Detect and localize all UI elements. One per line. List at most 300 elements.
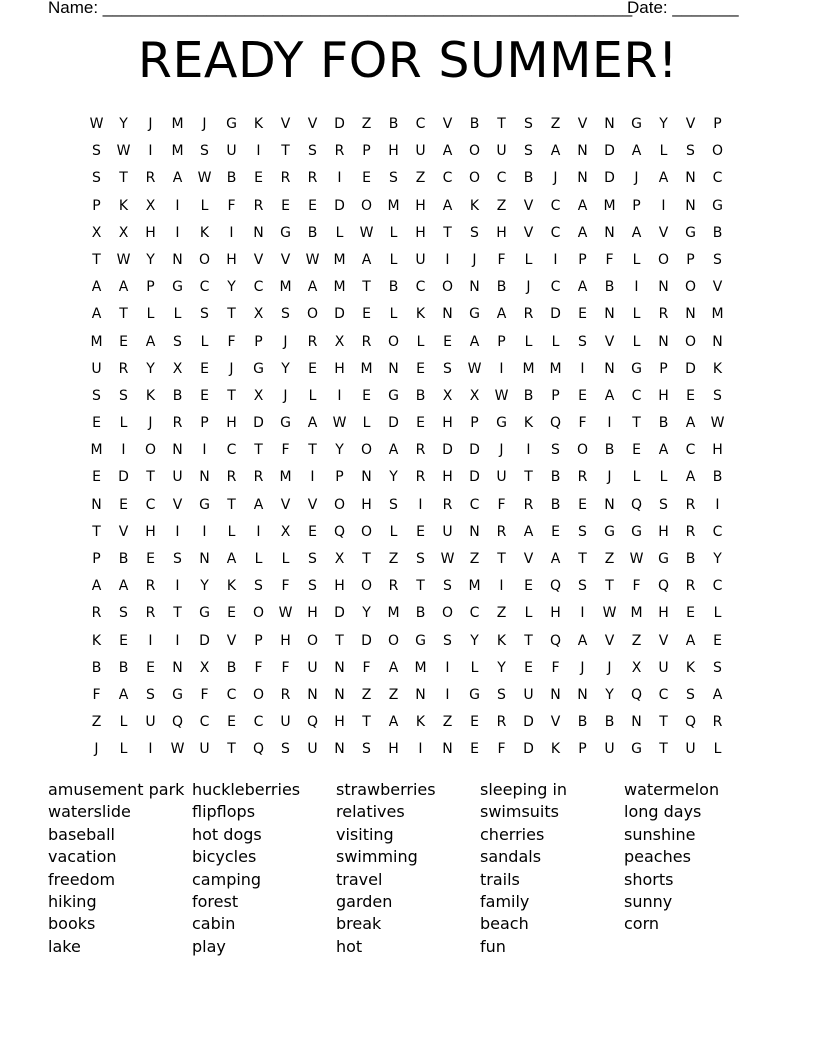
- grid-letter: R: [226, 469, 237, 486]
- grid-letter: S: [92, 170, 101, 187]
- grid-letter: U: [172, 469, 183, 486]
- grid-letter: S: [362, 741, 371, 758]
- grid-letter: I: [418, 741, 423, 758]
- grid-letter: D: [442, 442, 453, 459]
- date-field-label: Date: _______: [627, 0, 739, 17]
- word-column: [192, 780, 336, 959]
- grid-letter: I: [445, 686, 450, 703]
- grid-letter: V: [442, 116, 453, 132]
- grid-letter: S: [119, 605, 128, 622]
- word-list-item: sandals: [480, 847, 542, 867]
- grid-row: [83, 223, 731, 250]
- grid-letter: R: [685, 523, 696, 540]
- grid-letter: J: [607, 659, 612, 676]
- grid-letter: V: [604, 632, 615, 649]
- grid-letter: F: [281, 578, 290, 595]
- grid-letter: C: [550, 224, 561, 241]
- grid-letter: Q: [657, 578, 670, 595]
- grid-letter: A: [523, 523, 534, 540]
- word-list-item: cabin: [192, 914, 236, 934]
- grid-letter: Y: [389, 469, 398, 486]
- grid-letter: B: [604, 279, 615, 296]
- grid-letter: A: [253, 496, 264, 513]
- grid-letter: E: [362, 170, 371, 187]
- grid-letter: H: [442, 469, 453, 486]
- grid-row: [83, 250, 731, 277]
- grid-letter: V: [280, 496, 291, 513]
- grid-letter: R: [415, 442, 426, 459]
- grid-letter: O: [252, 605, 265, 622]
- grid-letter: J: [499, 442, 504, 459]
- word-list-item: sunshine: [624, 824, 696, 844]
- word-list-item: relatives: [336, 802, 405, 822]
- grid-letter: D: [361, 632, 372, 649]
- grid-letter: S: [524, 143, 533, 160]
- grid-letter: P: [335, 469, 344, 486]
- grid-letter: U: [523, 686, 534, 703]
- grid-letter: D: [334, 116, 345, 132]
- grid-letter: N: [631, 714, 642, 731]
- word-list-item: swimming: [336, 847, 418, 867]
- grid-letter: J: [283, 387, 288, 404]
- grid-letter: V: [280, 116, 291, 132]
- grid-letter: R: [523, 306, 534, 323]
- grid-letter: A: [307, 415, 318, 432]
- grid-letter: R: [253, 469, 264, 486]
- grid-letter: I: [175, 523, 180, 540]
- grid-letter: W: [710, 415, 725, 432]
- grid-letter: N: [253, 224, 264, 241]
- grid-letter: X: [253, 387, 264, 404]
- grid-letter: S: [578, 333, 587, 350]
- grid-letter: E: [308, 360, 317, 377]
- grid-letter: A: [685, 632, 696, 649]
- grid-letter: B: [226, 170, 237, 187]
- grid-letter: B: [415, 605, 426, 622]
- word-list-item: hot: [336, 936, 363, 956]
- grid-letter: R: [415, 469, 426, 486]
- grid-letter: O: [198, 251, 211, 268]
- word-list-item: travel: [336, 869, 383, 889]
- grid-letter: S: [281, 741, 290, 758]
- grid-letter: E: [416, 415, 425, 432]
- grid-letter: R: [307, 333, 318, 350]
- grid-letter: E: [416, 360, 425, 377]
- grid-letter: W: [602, 605, 617, 622]
- word-list-item: forest: [192, 891, 239, 911]
- grid-letter: P: [92, 551, 101, 567]
- grid-letter: S: [200, 143, 209, 160]
- grid-letter: T: [497, 551, 506, 567]
- grid-letter: T: [605, 578, 614, 595]
- grid-letter: H: [388, 143, 399, 160]
- grid-letter: S: [497, 686, 506, 703]
- grid-letter: S: [173, 551, 182, 567]
- grid-letter: A: [388, 442, 399, 459]
- grid-letter: I: [121, 442, 126, 459]
- grid-letter: I: [337, 387, 342, 404]
- grid-letter: W: [629, 551, 644, 567]
- grid-letter: S: [119, 387, 128, 404]
- grid-letter: D: [334, 605, 345, 622]
- grid-letter: B: [712, 224, 723, 241]
- grid-letter: F: [362, 659, 371, 676]
- grid-letter: L: [659, 143, 668, 160]
- grid-row: [83, 467, 731, 494]
- grid-letter: M: [603, 197, 616, 214]
- grid-letter: P: [254, 632, 263, 649]
- word-list-item: strawberries: [336, 780, 436, 799]
- grid-letter: B: [469, 116, 480, 132]
- grid-letter: N: [604, 116, 615, 132]
- grid-letter: N: [334, 686, 345, 703]
- grid-letter: C: [442, 170, 453, 187]
- grid-letter: F: [92, 686, 101, 703]
- grid-letter: Q: [171, 714, 184, 731]
- grid-row: [83, 603, 731, 630]
- grid-letter: L: [632, 306, 641, 323]
- grid-row: [83, 332, 731, 359]
- grid-letter: V: [253, 251, 264, 268]
- grid-letter: G: [496, 415, 507, 432]
- grid-letter: V: [172, 496, 183, 513]
- grid-letter: Q: [252, 741, 265, 758]
- word-list-item: visiting: [336, 824, 394, 844]
- grid-letter: B: [496, 279, 507, 296]
- grid-letter: G: [631, 360, 642, 377]
- word-column: [624, 780, 768, 959]
- grid-letter: S: [389, 170, 398, 187]
- grid-letter: B: [604, 442, 615, 459]
- grid-letter: D: [469, 442, 480, 459]
- grid-letter: T: [281, 143, 290, 160]
- grid-letter: D: [334, 197, 345, 214]
- grid-letter: T: [335, 632, 344, 649]
- grid-letter: N: [604, 360, 615, 377]
- grid-letter: H: [658, 387, 669, 404]
- word-column: [48, 780, 192, 959]
- grid-letter: T: [227, 306, 236, 323]
- grid-letter: M: [279, 469, 292, 486]
- grid-letter: S: [713, 387, 722, 404]
- grid-letter: O: [441, 279, 454, 296]
- grid-letter: L: [119, 741, 128, 758]
- grid-letter: R: [145, 578, 156, 595]
- grid-letter: V: [550, 714, 561, 731]
- grid-letter: I: [310, 469, 315, 486]
- grid-letter: K: [91, 632, 102, 649]
- grid-letter: L: [227, 523, 236, 540]
- grid-letter: T: [659, 741, 668, 758]
- grid-letter: R: [91, 605, 102, 622]
- grid-letter: L: [389, 523, 398, 540]
- grid-letter: D: [199, 632, 210, 649]
- grid-letter: U: [307, 741, 318, 758]
- grid-letter: N: [604, 306, 615, 323]
- grid-letter: I: [499, 578, 504, 595]
- grid-letter: H: [145, 224, 156, 241]
- grid-letter: S: [443, 360, 452, 377]
- grid-letter: H: [226, 251, 237, 268]
- grid-letter: S: [551, 442, 560, 459]
- grid-letter: T: [659, 714, 668, 731]
- grid-letter: M: [630, 605, 643, 622]
- grid-letter: R: [307, 170, 318, 187]
- grid-letter: A: [577, 224, 588, 241]
- grid-letter: P: [470, 415, 479, 432]
- grid-letter: U: [604, 741, 615, 758]
- grid-letter: I: [661, 197, 666, 214]
- grid-row: [83, 522, 731, 549]
- grid-letter: I: [148, 632, 153, 649]
- grid-letter: C: [253, 714, 264, 731]
- grid-row: [83, 440, 731, 467]
- grid-letter: X: [253, 306, 264, 323]
- grid-letter: G: [469, 306, 480, 323]
- word-list-item: huckleberries: [192, 780, 301, 799]
- grid-letter: I: [445, 659, 450, 676]
- grid-letter: B: [712, 469, 723, 486]
- grid-letter: I: [607, 415, 612, 432]
- grid-letter: I: [715, 496, 720, 513]
- grid-letter: B: [658, 415, 669, 432]
- grid-letter: T: [497, 116, 506, 132]
- grid-letter: O: [360, 578, 373, 595]
- grid-letter: T: [362, 714, 371, 731]
- grid-letter: G: [226, 116, 237, 132]
- grid-letter: H: [388, 741, 399, 758]
- grid-letter: U: [496, 143, 507, 160]
- page-title: READY FOR SUMMER!: [137, 32, 679, 89]
- grid-letter: X: [442, 387, 453, 404]
- word-list-item: hot dogs: [192, 824, 262, 844]
- grid-letter: B: [226, 659, 237, 676]
- grid-letter: B: [118, 551, 129, 567]
- grid-letter: D: [469, 469, 480, 486]
- grid-letter: T: [416, 578, 425, 595]
- grid-letter: I: [418, 496, 423, 513]
- word-list-item: lake: [48, 936, 81, 956]
- grid-letter: U: [199, 741, 210, 758]
- grid-letter: C: [550, 197, 561, 214]
- grid-letter: M: [360, 360, 373, 377]
- grid-letter: S: [200, 306, 209, 323]
- grid-row: [83, 277, 731, 304]
- grid-letter: I: [148, 143, 153, 160]
- grid-letter: R: [658, 306, 669, 323]
- word-list-item: waterslide: [48, 802, 131, 822]
- grid-letter: J: [526, 279, 531, 296]
- grid-letter: D: [550, 306, 561, 323]
- grid-letter: T: [92, 251, 101, 268]
- grid-letter: G: [469, 686, 480, 703]
- grid-letter: H: [442, 415, 453, 432]
- grid-letter: C: [226, 686, 237, 703]
- grid-row: [83, 386, 731, 413]
- grid-letter: I: [202, 523, 207, 540]
- grid-letter: T: [119, 170, 128, 187]
- grid-letter: L: [254, 551, 263, 567]
- grid-letter: Y: [335, 442, 344, 459]
- grid-letter: S: [713, 659, 722, 676]
- grid-letter: J: [634, 170, 639, 187]
- grid-letter: L: [119, 714, 128, 731]
- grid-letter: C: [253, 279, 264, 296]
- word-list-item: long days: [624, 802, 702, 822]
- grid-letter: L: [281, 551, 290, 567]
- grid-letter: L: [524, 251, 533, 268]
- grid-letter: E: [470, 741, 479, 758]
- grid-letter: D: [604, 143, 615, 160]
- grid-letter: M: [522, 360, 535, 377]
- grid-letter: L: [470, 659, 479, 676]
- grid-letter: G: [604, 523, 615, 540]
- grid-letter: L: [146, 306, 155, 323]
- grid-letter: E: [551, 523, 560, 540]
- grid-letter: X: [631, 659, 642, 676]
- grid-letter: A: [361, 251, 372, 268]
- grid-letter: M: [171, 116, 184, 132]
- word-list-item: watermelon: [624, 780, 720, 799]
- word-list-item: hiking: [48, 891, 97, 911]
- grid-letter: S: [578, 523, 587, 540]
- grid-letter: W: [359, 224, 374, 241]
- grid-letter: N: [577, 143, 588, 160]
- grid-letter: Q: [549, 578, 562, 595]
- grid-letter: O: [387, 632, 400, 649]
- grid-letter: F: [200, 686, 209, 703]
- grid-letter: E: [632, 442, 641, 459]
- grid-letter: A: [226, 551, 237, 567]
- word-list-item: baseball: [48, 824, 115, 844]
- word-list-item: shorts: [624, 869, 674, 889]
- grid-letter: N: [334, 659, 345, 676]
- grid-letter: G: [280, 224, 291, 241]
- grid-letter: B: [118, 659, 129, 676]
- grid-row: [83, 576, 731, 603]
- grid-letter: B: [172, 387, 183, 404]
- grid-letter: S: [713, 251, 722, 268]
- grid-letter: O: [684, 333, 697, 350]
- grid-letter: C: [469, 496, 480, 513]
- grid-letter: E: [524, 578, 533, 595]
- grid-letter: Z: [631, 632, 642, 649]
- grid-letter: Q: [306, 714, 319, 731]
- grid-letter: E: [227, 714, 236, 731]
- grid-letter: F: [551, 659, 560, 676]
- grid-letter: K: [550, 741, 561, 758]
- grid-letter: U: [415, 251, 426, 268]
- grid-letter: C: [496, 170, 507, 187]
- grid-letter: O: [657, 251, 670, 268]
- grid-letter: M: [711, 306, 724, 323]
- grid-letter: Z: [442, 714, 453, 731]
- grid-letter: E: [119, 632, 128, 649]
- grid-letter: H: [658, 523, 669, 540]
- grid-letter: P: [686, 251, 695, 268]
- grid-letter: G: [172, 279, 183, 296]
- grid-letter: Z: [550, 116, 561, 132]
- grid-letter: V: [523, 551, 534, 567]
- grid-letter: Z: [469, 551, 480, 567]
- grid-letter: J: [472, 251, 477, 268]
- grid-letter: T: [362, 279, 371, 296]
- grid-letter: E: [524, 659, 533, 676]
- grid-letter: S: [281, 306, 290, 323]
- grid-letter: L: [200, 197, 209, 214]
- grid-letter: A: [658, 170, 669, 187]
- grid-letter: A: [577, 279, 588, 296]
- grid-letter: W: [467, 360, 482, 377]
- grid-letter: S: [686, 143, 695, 160]
- grid-letter: X: [280, 523, 291, 540]
- grid-letter: J: [580, 659, 585, 676]
- word-list-item: family: [480, 891, 530, 911]
- grid-letter: F: [227, 197, 236, 214]
- grid-letter: S: [308, 143, 317, 160]
- grid-letter: C: [712, 578, 723, 595]
- grid-letter: M: [90, 333, 103, 350]
- word-column: [336, 780, 480, 959]
- grid-letter: V: [658, 632, 669, 649]
- grid-letter: Y: [470, 632, 479, 649]
- grid-letter: M: [414, 659, 427, 676]
- grid-letter: X: [145, 197, 156, 214]
- grid-letter: N: [685, 197, 696, 214]
- grid-letter: A: [550, 143, 561, 160]
- grid-letter: F: [632, 578, 641, 595]
- grid-letter: P: [659, 360, 668, 377]
- grid-letter: J: [229, 360, 234, 377]
- grid-letter: C: [199, 279, 210, 296]
- grid-letter: G: [658, 551, 669, 567]
- grid-letter: F: [281, 442, 290, 459]
- grid-letter: E: [227, 605, 236, 622]
- grid-letter: S: [389, 496, 398, 513]
- grid-letter: L: [389, 224, 398, 241]
- grid-letter: G: [631, 523, 642, 540]
- grid-letter: S: [308, 551, 317, 567]
- grid-letter: O: [144, 442, 157, 459]
- grid-letter: A: [631, 143, 642, 160]
- word-list-item: swimsuits: [480, 802, 559, 822]
- grid-letter: O: [468, 143, 481, 160]
- grid-letter: U: [307, 659, 318, 676]
- word-list-item: break: [336, 914, 382, 934]
- grid-letter: O: [684, 279, 697, 296]
- grid-letter: N: [685, 306, 696, 323]
- grid-letter: T: [146, 469, 155, 486]
- grid-letter: E: [578, 496, 587, 513]
- grid-letter: Q: [630, 496, 643, 513]
- grid-letter: A: [388, 659, 399, 676]
- grid-letter: G: [712, 197, 723, 214]
- grid-letter: W: [89, 116, 104, 132]
- grid-letter: V: [604, 333, 615, 350]
- grid-letter: E: [254, 170, 263, 187]
- grid-letter: N: [658, 333, 669, 350]
- grid-letter: W: [278, 605, 293, 622]
- grid-letter: R: [334, 143, 345, 160]
- grid-letter: O: [360, 523, 373, 540]
- grid-row: [83, 631, 731, 658]
- grid-letter: A: [577, 632, 588, 649]
- grid-letter: R: [496, 523, 507, 540]
- grid-letter: T: [308, 442, 317, 459]
- word-list-item: camping: [192, 869, 262, 889]
- grid-row: [83, 168, 731, 195]
- grid-letter: K: [523, 415, 534, 432]
